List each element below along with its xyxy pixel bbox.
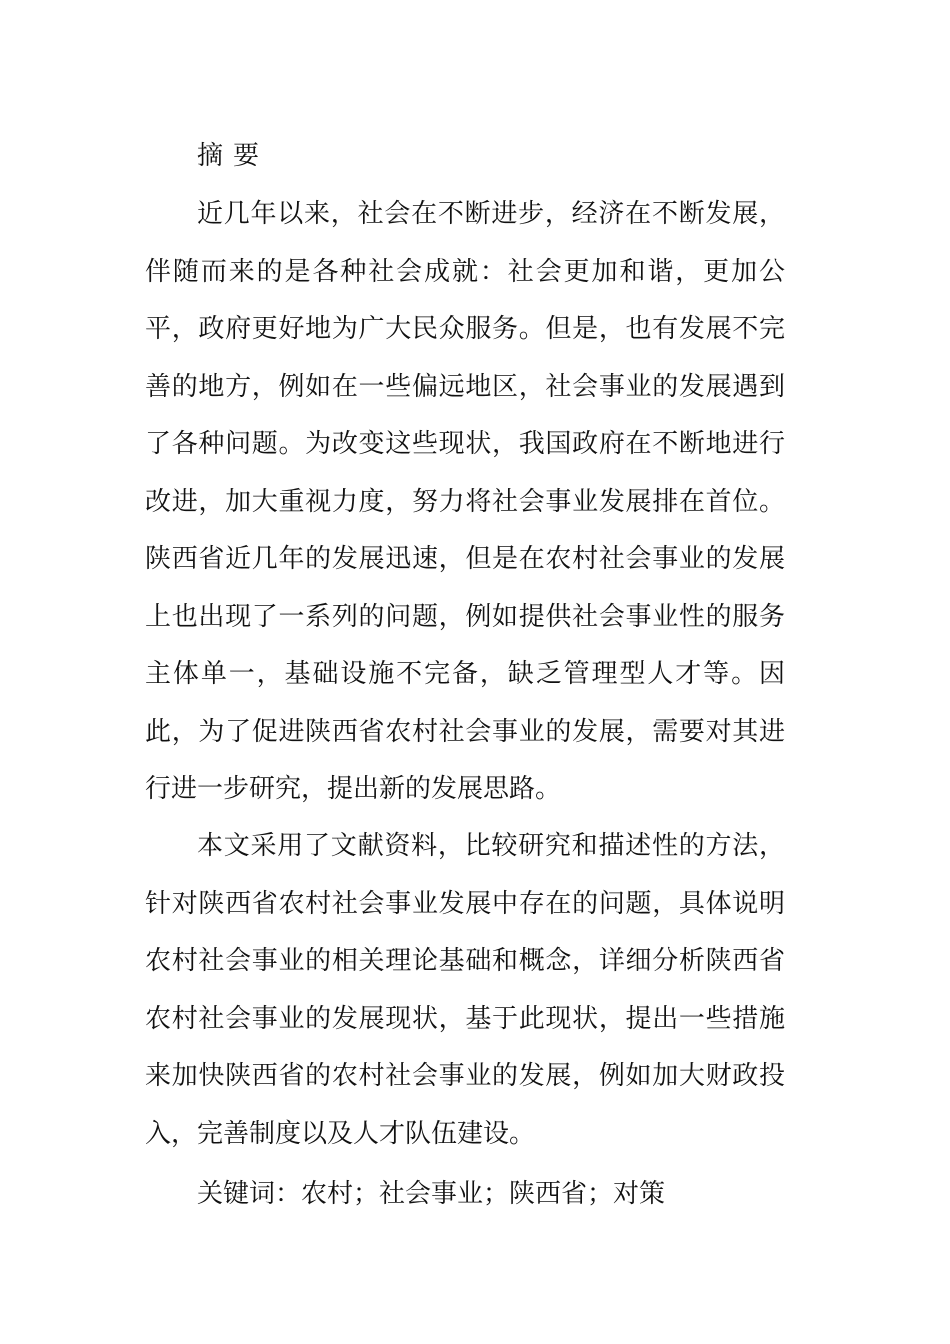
abstract-heading: 摘要 bbox=[197, 141, 270, 171]
abstract-paragraph-2: 本文采用了文献资料，比较研究和描述性的方法，针对陕西省农村社会事业发展中存在的问题，具体说明农村社会事业的相关理论基础和概念，详细分析陕西省农村社会事业的发展现状，基于此现状，提出一些措施来加快陕西省的农村社会事业的发展，例如加大财政投入，完善制度以及人才队伍建设。 bbox=[145, 831, 785, 1149]
keywords-line: 关键词：农村；社会事业；陕西省；对策 bbox=[197, 1179, 666, 1209]
abstract-paragraph-1: 近几年以来，社会在不断进步，经济在不断发展，伴随而来的是各种社会成就：社会更加和谐，更加公平，政府更好地为广大民众服务。但是，也有发展不完善的地方，例如在一些偏远地区，社会事业的发展遇到了各种问题。为改变这些现状，我国政府在不断地进行改进，加大重视力度，努力将社会事业发展排在首位。陕西省近几年的发展迅速，但是在农村社会事业的发展上也出现了一系列的问题，例如提供社会事业性的服务主体单一，基础设施不完备，缺乏管理型人才等。因此，为了促进陕西省农村社会事业的发展，需要对其进行进一步研究，提出新的发展思路。 bbox=[145, 199, 785, 804]
